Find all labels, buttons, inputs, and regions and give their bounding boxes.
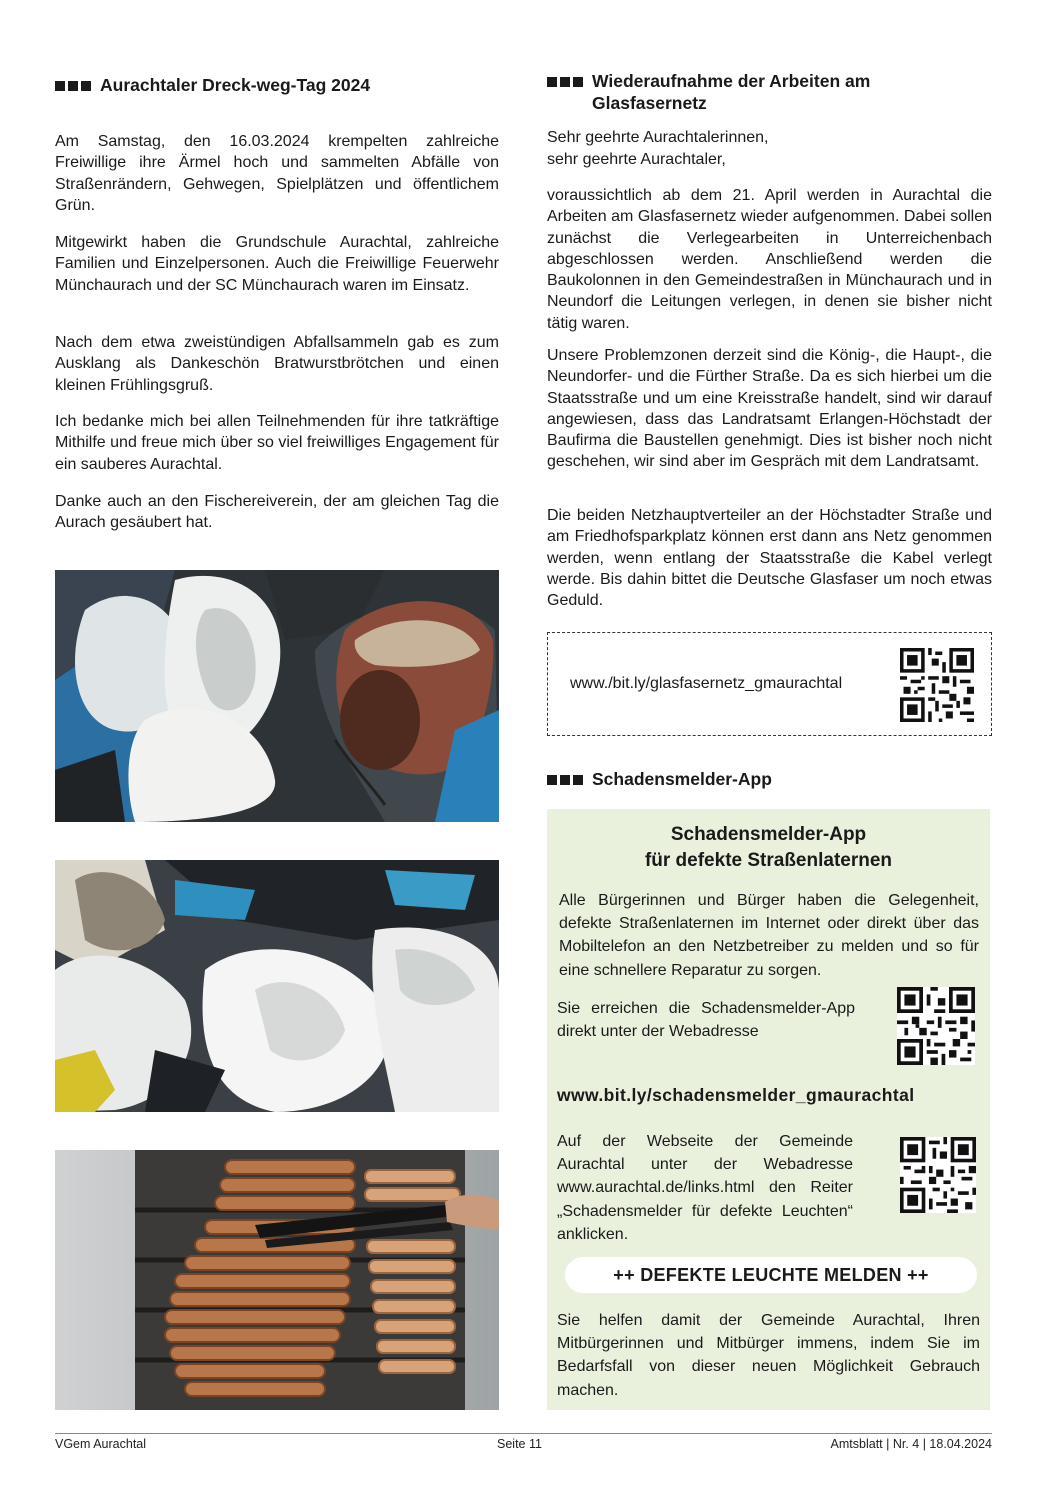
paragraph: Ich bedanke mich bei allen Teilnehmenden für ihre tatkräftige Mithilfe und freue mich über so viel freiwilliges Engagement für ein sauberes Aurachtal. xyxy=(55,413,499,473)
qr-link-box xyxy=(547,632,992,736)
paragraph: voraussichtlich ab dem 21. April werden in Aurachtal die Arbeiten am Glasfasernetz wieder aufgenommen. Dabei sollen zunächst die Verlegearbeiten in Unterreichenbach abgeschlossen werden. Anschließend werden die Baukolonnen in den Gemeindestraßen in Münchaurach und in Neundorf die Leitungen verlegen, in denen sie bisher nicht tätig waren. xyxy=(547,187,992,332)
greeting-line: sehr geehrte Aurachtaler, xyxy=(547,151,726,168)
report-defect-button[interactable]: ++ DEFEKTE LEUCHTE MELDEN ++ xyxy=(565,1257,977,1293)
section-heading-glasfasernetz: Wiederaufnahme der Arbeiten am Glasfasernetz xyxy=(547,70,992,114)
glasfaser-url[interactable]: www./bit.ly/glasfasernetz_gmaurachtal xyxy=(570,675,843,692)
box-website-text: Auf der Webseite der Gemeinde Aurachtal unter der Webadresse www.aurachtal.de/links.html den Reiter „Schadensmelder für defekte Leuchten“ anklicken. xyxy=(557,1133,853,1243)
greeting-line: Sehr geehrte Aurachtalerinnen, xyxy=(547,129,769,146)
schadensmelder-info-box xyxy=(547,809,990,1410)
paragraph: Am Samstag, den 16.03.2024 krempelten zahlreiche Freiwillige ihre Ärmel hoch und sammelten Abfälle von Straßenrändern, Gehwegen, Spielplätzen und öffentlichem Grün. xyxy=(55,133,499,214)
paragraph: Danke auch an den Fischereiverein, der am gleichen Tag die Aurach gesäubert hat. xyxy=(55,493,499,532)
footer-issue: Amtsblatt | Nr. 4 | 18.04.2024 xyxy=(830,1437,992,1451)
photo-bag-pile xyxy=(55,860,499,1112)
box-subtitle: für defekte Straßenlaternen xyxy=(644,850,893,871)
qr-code-icon[interactable] xyxy=(900,648,974,722)
paragraph: Nach dem etwa zweistündigen Abfallsammeln gab es zum Ausklang als Dankeschön Bratwurstbrötchen und einen kleinen Frühlingsgruß. xyxy=(55,334,499,394)
box-reach-text: Sie erreichen die Schadensmelder-App direkt unter der Webadresse xyxy=(557,1000,855,1041)
heading-bullet-icon xyxy=(547,769,586,791)
qr-code-icon[interactable] xyxy=(897,987,975,1065)
photo-bratwurst-grill xyxy=(55,1150,499,1410)
heading-bullet-icon xyxy=(55,75,94,97)
box-intro: Alle Bürgerinnen und Bürger haben die Gelegenheit, defekte Straßenlaternen im Internet oder direkt über das Mobiltelefon an den Netzbetreiber zu melden und so für eine schnellere Reparatur zu sorgen. xyxy=(559,892,979,979)
footer-divider xyxy=(55,1433,992,1434)
section-heading-dreck-weg-tag: Aurachtaler Dreck-weg-Tag 2024 xyxy=(55,74,499,97)
footer-page-number: Seite 11 xyxy=(497,1437,542,1451)
paragraph: Mitgewirkt haben die Grundschule Aurachtal, zahlreiche Familien und Einzelpersonen. Auch die Freiwillige Feuerwehr Münchaurach und der SC Münchaurach waren im Einsatz. xyxy=(55,234,499,294)
box-closing-text: Sie helfen damit der Gemeinde Aurachtal, Ihren Mitbürgerinnen und Mitbürger immens, indem Sie im Bedarfsfall von dieser neuen Möglichkeit Gebrauch machen. xyxy=(557,1312,980,1399)
box-title: Schadensmelder-App xyxy=(670,824,867,845)
heading-bullet-icon xyxy=(547,71,586,93)
photo-collected-garbage xyxy=(55,570,499,822)
schadensmelder-url[interactable]: www.bit.ly/schadensmelder_gmaurachtal xyxy=(557,1085,915,1105)
qr-code-icon[interactable] xyxy=(900,1137,976,1213)
paragraph: Unsere Problemzonen derzeit sind die König-, die Haupt-, die Neundorfer- und die Fürther Straße. Da es sich hierbei um die Staatsstraße und um eine Kreisstraße handelt, sind wir darauf angewiesen, dass das Landratsamt Erlangen-Höchstadt der Baufirma die Baustellen genehmigt. Dies ist bisher noch nicht geschehen, wir sind aber im Gespräch mit dem Landratsamt. xyxy=(547,347,992,471)
footer-publisher: VGem Aurachtal xyxy=(55,1437,147,1451)
paragraph: Die beiden Netzhauptverteiler an der Höchstadter Straße und am Friedhofsparkplatz können erst dann ans Netz genommen werden, wenn entlang der Staatsstraße die Kabel verlegt werde. Bis dahin bittet die Deutsche Glasfaser um noch etwas Geduld. xyxy=(547,507,992,610)
section-heading-schadensmelder: Schadensmelder-App xyxy=(547,768,992,791)
